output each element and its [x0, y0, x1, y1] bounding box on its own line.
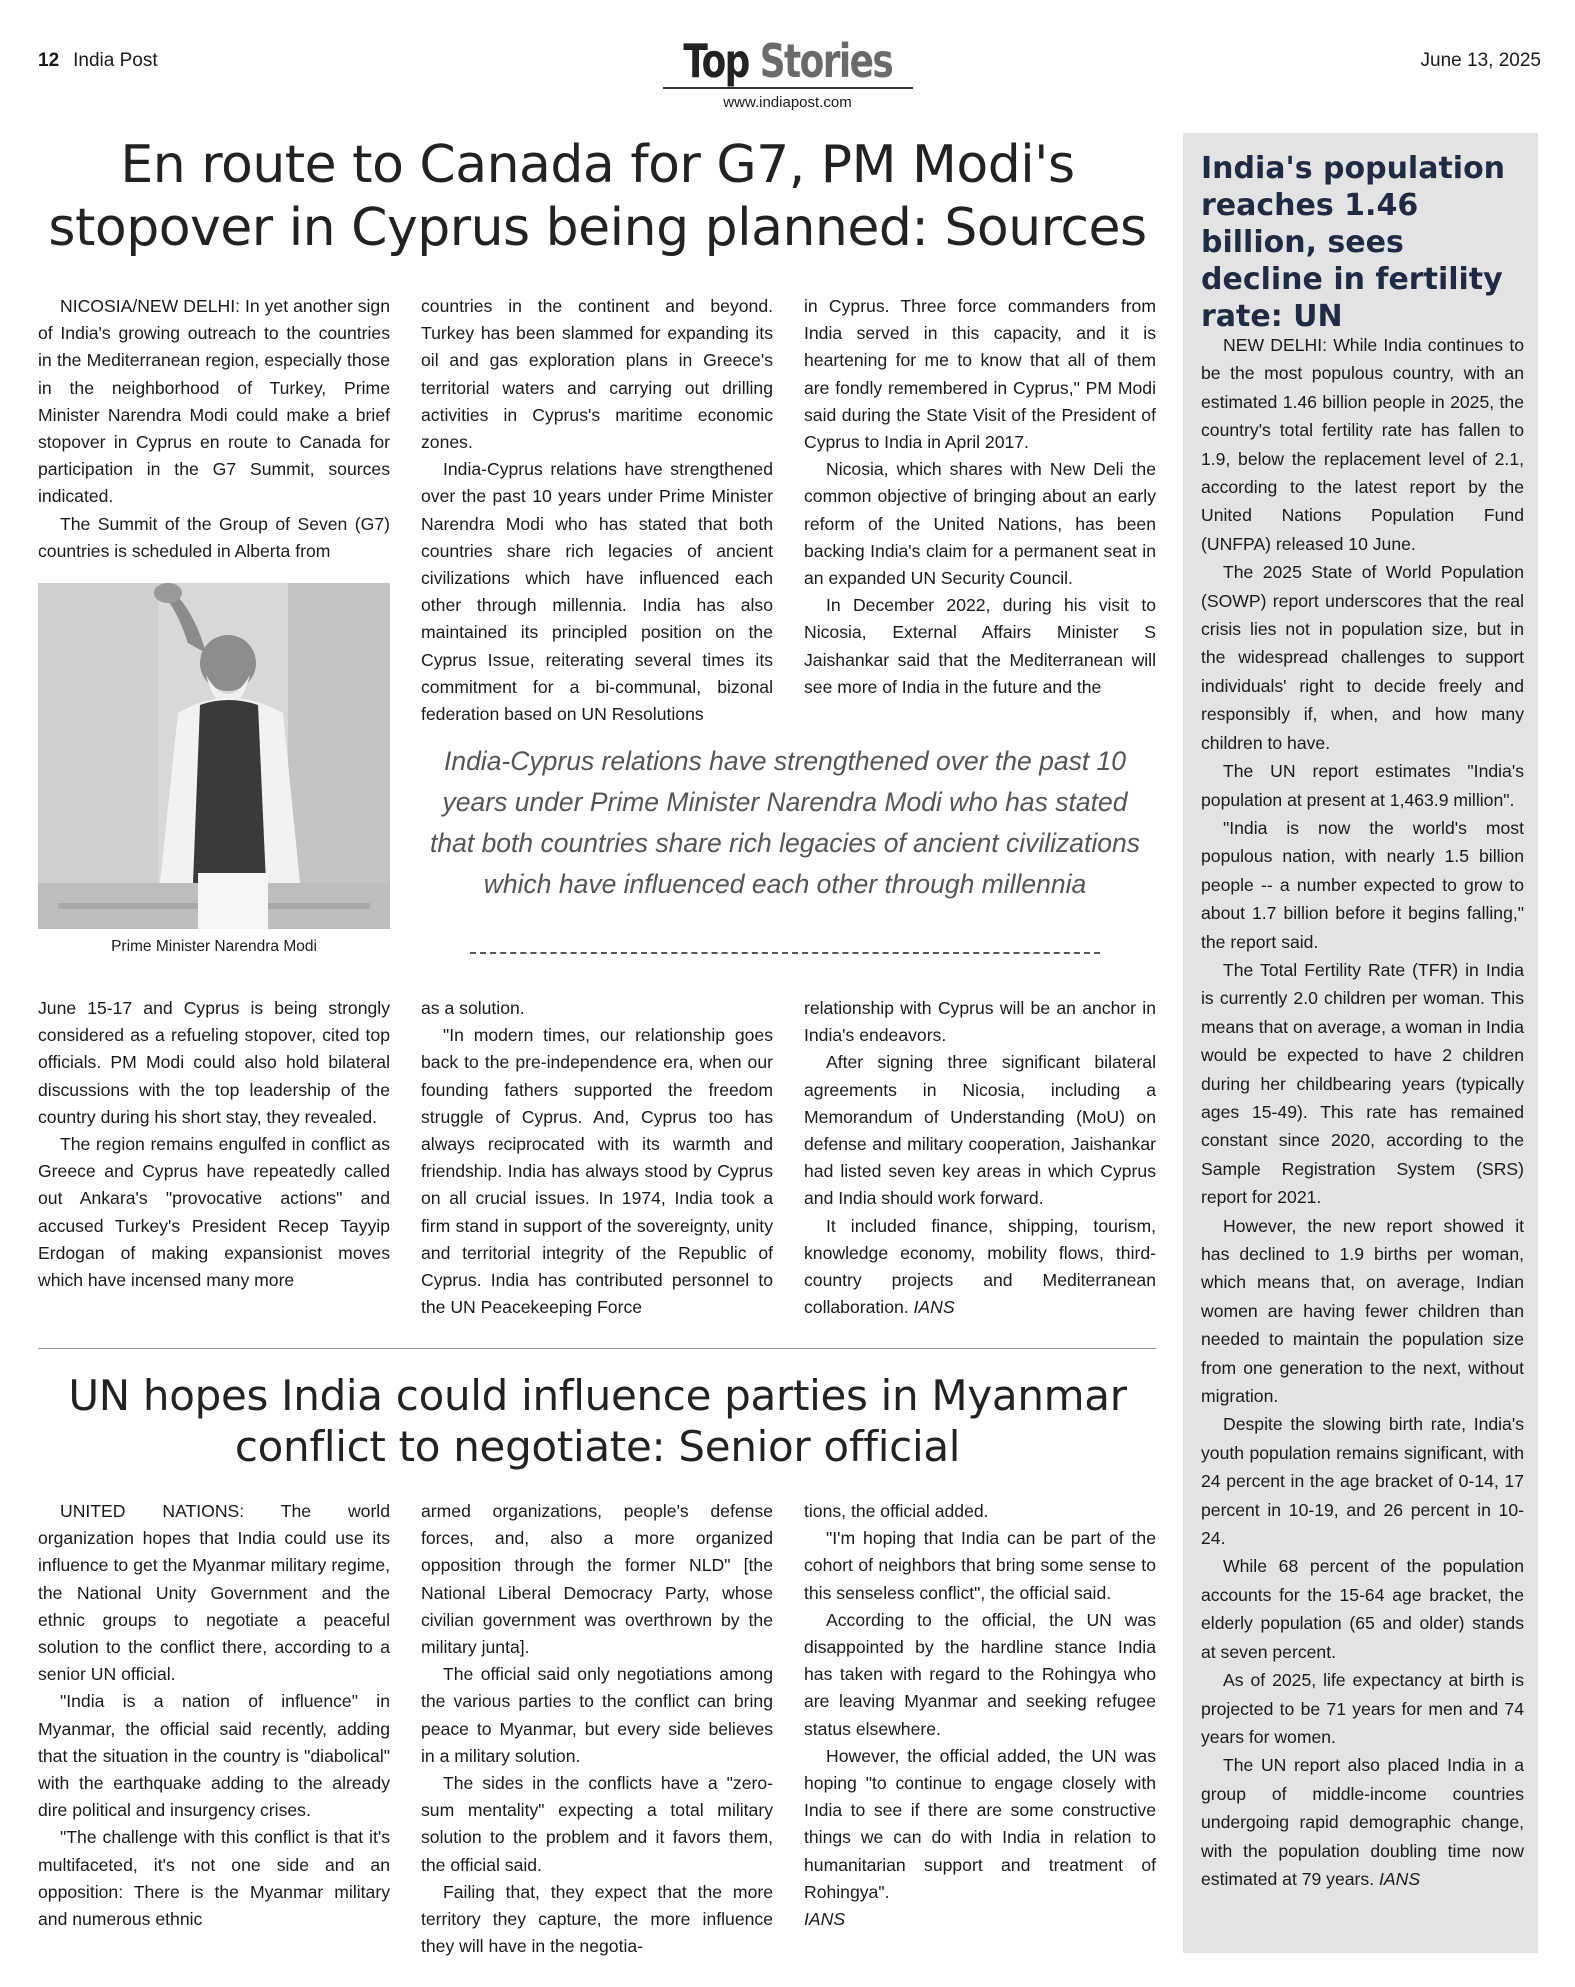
byline: IANS: [913, 1297, 955, 1318]
paragraph: The 2025 State of World Population (SOWP) report underscores that the real crisis lies not in population size, but in the widespread challenges to support individuals' right to decide freely and responsibly if, when, and how many children to have.: [1201, 562, 1524, 753]
article1-col2-top: [421, 293, 773, 728]
masthead-rule: [663, 87, 913, 89]
paragraph: [1201, 1751, 1524, 1893]
paragraph: relationship with Cyprus will be an anchor in India's endeavors.: [804, 998, 1156, 1046]
section-title-top: Top: [683, 34, 749, 88]
paragraph: India-Cyprus relations have strengthened over the past 10 years under Prime Minister Narendra Modi who has stated that both countries share rich legacies of ancient civilizations which have influenced each other through millennia. India has also maintained its principled position on the Cyprus Issue, reiterating several times its commitment for a bi-communal, bizonal federation based on UN Resolutions: [421, 459, 773, 725]
pm-modi-photo: [38, 583, 390, 929]
paragraph: armed organizations, people's defense forces, and, also a more organized opposition through the former NLD" [the National Liberal Democracy Party, whose civilian government was overthrown by the military junta].: [421, 1501, 773, 1658]
article2-col2: [421, 1498, 773, 1960]
paragraph: The Summit of the Group of Seven (G7) countries is scheduled in Alberta from: [38, 513, 390, 561]
paragraph: [804, 1213, 1156, 1322]
section-title-stories: Stories: [759, 34, 892, 88]
paragraph-text: It included finance, shipping, tourism, knowledge economy, mobility flows, third-country projects and Mediterranean collaboration.: [804, 1215, 1156, 1318]
section-title: [683, 34, 892, 88]
pull-quote-rule: [470, 952, 1100, 954]
paragraph: In December 2022, during his visit to Nicosia, External Affairs Minister S Jaishankar said that the Mediterranean will see more of India in the future and the: [804, 595, 1156, 697]
paragraph: in Cyprus. Three force commanders from India served in this capacity, and it is heartening for me to know that all of them are fondly remembered in Cyprus," PM Modi said during the State Visit of the President of Cyprus to India in April 2017.: [804, 296, 1156, 453]
article1-col3-bottom: [804, 995, 1156, 1321]
article1-headline: En route to Canada for G7, PM Modi's stopover in Cyprus being planned: Sources: [48, 135, 1147, 259]
paragraph: After signing three significant bilateral agreements in Nicosia, including a Memorandum of Understanding (MoU) on defense and military cooperation, Jaishankar had listed seven key areas in which Cyprus and India should work forward.: [804, 1052, 1156, 1209]
photo-illustration: [38, 583, 390, 929]
paragraph: As of 2025, life expectancy at birth is projected to be 71 years for men and 74 years for women.: [1201, 1670, 1524, 1747]
byline: IANS: [804, 1909, 846, 1930]
article2-col3: [804, 1498, 1156, 1933]
byline: IANS: [1379, 1868, 1421, 1889]
paragraph: The UN report estimates "India's population at present at 1,463.9 million".: [1201, 761, 1524, 810]
paragraph: The sides in the conflicts have a "zero-sum mentality" expecting a total military solution to the problem and it favors them, the official said.: [421, 1773, 773, 1875]
paragraph: Failing that, they expect that the more territory they capture, the more influence they will have in the negotia-: [421, 1881, 773, 1957]
paragraph: "India is a nation of influence" in Myanmar, the official said recently, adding that the situation in the country is "diabolical" with the earthquake adding to the already dire political and insurgency crises.: [38, 1691, 390, 1821]
sidebar-headline: India's population reaches 1.46 billion, sees decline in fertility rate: UN: [1201, 151, 1506, 334]
paragraph: The official said only negotiations among the various parties to the conflict can bring peace to Myanmar, but every side believes in a military solution.: [421, 1664, 773, 1766]
paragraph: However, the official added, the UN was hoping "to continue to engage closely with India to see if there are some constructive things we can do with India in relation to humanitarian support and treatment of Rohingya".: [804, 1745, 1156, 1902]
article1-col1-bottom: [38, 995, 390, 1294]
paragraph: Despite the slowing birth rate, India's youth population remains significant, with 24 percent in the age bracket of 0-14, 17 percent in 10-19, and 26 percent in 10-24.: [1201, 1414, 1524, 1549]
paragraph: The region remains engulfed in conflict as Greece and Cyprus have repeatedly called out Ankara's "provocative actions" and accused Turkey's President Recep Tayyip Erdogan of making expansionist moves which have incensed many more: [38, 1134, 390, 1291]
paragraph: Nicosia, which shares with New Deli the common objective of bringing about an early reform of the United Nations, has been backing India's claim for a permanent seat in an expanded UN Security Council.: [804, 459, 1156, 589]
publication-name: India Post: [73, 50, 158, 71]
paragraph: countries in the continent and beyond. Turkey has been slammed for expanding its oil and gas exploration plans in Greece's territorial waters and carrying out drilling activities in Cyprus's maritime economic zones.: [421, 296, 773, 453]
paragraph: June 15-17 and Cyprus is being strongly considered as a refueling stopover, cited top officials. PM Modi could also hold bilateral discussions with the top leadership of the country during his short stay, they revealed.: [38, 998, 390, 1127]
paragraph: as a solution.: [421, 998, 525, 1018]
article1-col2-bottom: [421, 995, 773, 1321]
site-url: www.indiapost.com: [723, 94, 852, 111]
paragraph: UNITED NATIONS: The world organization hopes that India could use its influence to get the Myanmar military regime, the National Unity Government and the ethnic groups to negotiate a peaceful solution to the conflict there, according to a senior UN official.: [38, 1501, 390, 1685]
paragraph: According to the official, the UN was disappointed by the hardline stance India has taken with regard to the Rohingya who are leaving Myanmar and seeking refugee status elsewhere.: [804, 1609, 1156, 1739]
paragraph: "India is now the world's most populous nation, with nearly 1.5 billion people -- a number expected to grow to about 1.7 billion before it begins falling," the report said.: [1201, 817, 1524, 952]
page-number: 12: [38, 50, 60, 71]
paragraph: While 68 percent of the population accounts for the 15-64 age bracket, the elderly population (65 and older) stands at seven percent.: [1201, 1556, 1524, 1662]
article2-headline: UN hopes India could influence parties in Myanmar conflict to negotiate: Senior official: [68, 1371, 1127, 1472]
paragraph: "The challenge with this conflict is that it's multifaceted, it's not one side and an opposition: There is the Myanmar military and numerous ethnic: [38, 1827, 390, 1930]
paragraph: "I'm hoping that India can be part of the cohort of neighbors that bring some sense to this senseless conflict", the official said.: [804, 1528, 1156, 1603]
sidebar-body: [1201, 331, 1524, 1893]
article-divider: [38, 1348, 1156, 1349]
paragraph: NEW DELHI: While India continues to be the most populous country, with an estimated 1.46 billion people in 2025, the country's total fertility rate has fallen to 1.9, below the replacement level of 2.1, according to the latest report by the United Nations Population Fund (UNFPA) released 10 June.: [1201, 335, 1524, 554]
paragraph-text: The UN report also placed India in a group of middle-income countries undergoing rapid demographic change, with the population doubling time now estimated at 79 years.: [1201, 1755, 1524, 1889]
paragraph: The Total Fertility Rate (TFR) in India is currently 2.0 children per woman. This means that on average, a woman in India would be expected to have 2 children during her childbearing years (typically ages 15-49). This rate has remained constant since 2020, according to the Sample Registration System (SRS) report for 2021.: [1201, 959, 1524, 1208]
paragraph: "In modern times, our relationship goes back to the pre-independence era, when our founding fathers supported the freedom struggle of Cyprus. And, Cyprus too has always reciprocated with its warmth and friendship. India has always stood by Cyprus on all crucial issues. In 1974, India took a firm stand in support of the sovereignty, unity and territorial integrity of the Republic of Cyprus. India has contributed personnel to the UN Peacekeeping Force: [421, 1025, 773, 1318]
photo-caption: Prime Minister Narendra Modi: [111, 938, 317, 955]
paragraph: However, the new report showed it has declined to 1.9 births per woman, which means that, on average, Indian women are having fewer children than needed to maintain the population size from one generation to the next, without migration.: [1201, 1215, 1524, 1407]
article1-col3-top: [804, 293, 1156, 701]
pull-quote: India-Cyprus relations have strengthened over the past 10 years under Prime Minister Narendra Modi who has stated that both countries share rich legacies of ancient civilizations which have influenced each other through millennia: [430, 746, 1140, 899]
article1-col1-top: [38, 293, 390, 565]
article2-col1: [38, 1498, 390, 1933]
section-masthead: [0, 34, 1575, 88]
paragraph: tions, the official added.: [804, 1501, 989, 1521]
paragraph: NICOSIA/NEW DELHI: In yet another sign of India's growing outreach to the countries in the Mediterranean region, especially those in the neighborhood of Turkey, Prime Minister Narendra Modi could make a brief stopover in Cyprus en route to Canada for participation in the G7 Summit, sources indicated.: [38, 296, 390, 507]
issue-date: June 13, 2025: [1420, 50, 1541, 71]
